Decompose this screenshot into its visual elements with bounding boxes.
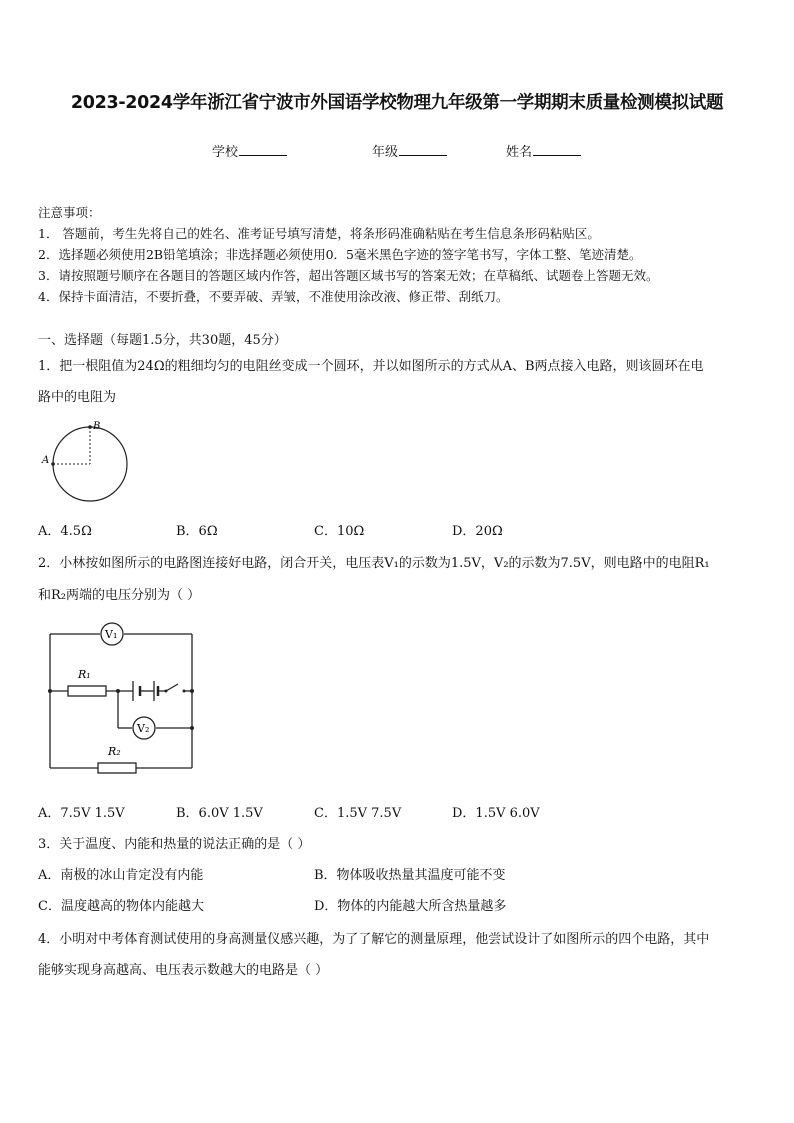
q2-option-b[interactable]: B．6.0V 1.5V	[176, 806, 263, 821]
r2-label: R₂	[108, 745, 121, 758]
resistor-r1	[68, 686, 106, 696]
q2-circuit-figure	[38, 618, 210, 778]
name-field	[506, 141, 581, 160]
school-field	[212, 141, 287, 160]
q3-option-d[interactable]: D．物体的内能越大所含热量越多	[314, 899, 507, 914]
notice-item-4: 4．保持卡面清洁，不要折叠，不要弄破、弄皱，不准使用涂改液、修正带、刮纸刀。	[38, 289, 509, 304]
q1-stem-line1: 1．把一根阻值为24Ω的粗细均匀的电阻丝变成一个圆环，并以如图所示的方式从A、B两点接入电路，则该圆环在电	[38, 359, 704, 374]
q1-option-b[interactable]: B．6Ω	[176, 524, 218, 539]
section-heading: 一、选择题（每题1.5分，共30题，45分）	[38, 333, 287, 348]
q3-option-c[interactable]: C．温度越高的物体内能越大	[38, 899, 204, 914]
label-b: B	[93, 421, 101, 432]
grade-field	[372, 141, 447, 160]
q1-option-d[interactable]: D．20Ω	[452, 524, 503, 539]
school-label: 学校	[212, 145, 239, 160]
notice-item-2: 2．选择题必须使用2B铅笔填涂；非选择题必须使用0．5毫米黑色字迹的签字笔书写，字体工整、笔迹清楚。	[38, 247, 642, 262]
q4-stem-line1: 4．小明对中考体育测试使用的身高测量仪感兴趣，为了了解它的测量原理，他尝试设计了如图所示的四个电路，其中	[38, 932, 710, 947]
grade-label: 年级	[372, 145, 399, 160]
q2-stem-line1: 2．小林按如图所示的电路图连接好电路，闭合开关，电压表V₁的示数为1.5V，V₂的示数为7.5V，则电路中的电阻R₁	[38, 556, 710, 571]
name-blank[interactable]	[533, 143, 581, 156]
page-title: 2023-2024学年浙江省宁波市外国语学校物理九年级第一学期期末质量检测模拟试题	[70, 93, 724, 113]
q3-option-a[interactable]: A．南极的冰山肯定没有内能	[38, 868, 204, 883]
point-b	[88, 425, 92, 429]
q3-option-b[interactable]: B．物体吸收热量其温度可能不变	[314, 868, 506, 883]
q2-option-c[interactable]: C．1.5V 7.5V	[314, 806, 402, 821]
q2-option-d[interactable]: D．1.5V 6.0V	[452, 806, 540, 821]
grade-blank[interactable]	[399, 143, 447, 156]
q3-stem: 3．关于温度、内能和热量的说法正确的是（ ）	[38, 837, 311, 852]
school-blank[interactable]	[239, 143, 287, 156]
q1-option-a[interactable]: A．4.5Ω	[38, 524, 92, 539]
notice-item-1: 1． 答题前，考生先将自己的姓名、准考证号填写清楚，将条形码准确粘贴在考生信息条形码粘贴区。	[38, 226, 600, 241]
q4-stem-line2: 能够实现身高越高、电压表示数越大的电路是（ ）	[38, 963, 329, 978]
resistor-r2	[98, 763, 136, 773]
v2-label: V₂	[137, 722, 150, 735]
q1-circle-figure	[38, 418, 138, 510]
notice-heading: 注意事项：	[38, 205, 101, 220]
point-a	[51, 462, 55, 466]
q2-option-a[interactable]: A．7.5V 1.5V	[38, 806, 125, 821]
r1-label: R₁	[78, 668, 91, 681]
q1-option-c[interactable]: C．10Ω	[314, 524, 365, 539]
label-a: A	[42, 455, 50, 466]
notice-item-3: 3．请按照题号顺序在各题目的答题区域内作答，超出答题区域书写的答案无效；在草稿纸、试题卷上答题无效。	[38, 268, 659, 283]
name-label: 姓名	[506, 145, 533, 160]
q1-stem-line2: 路中的电阻为	[38, 390, 117, 405]
v1-label: V₁	[105, 628, 118, 641]
q2-stem-line2: 和R₂两端的电压分别为（ ）	[38, 588, 201, 603]
